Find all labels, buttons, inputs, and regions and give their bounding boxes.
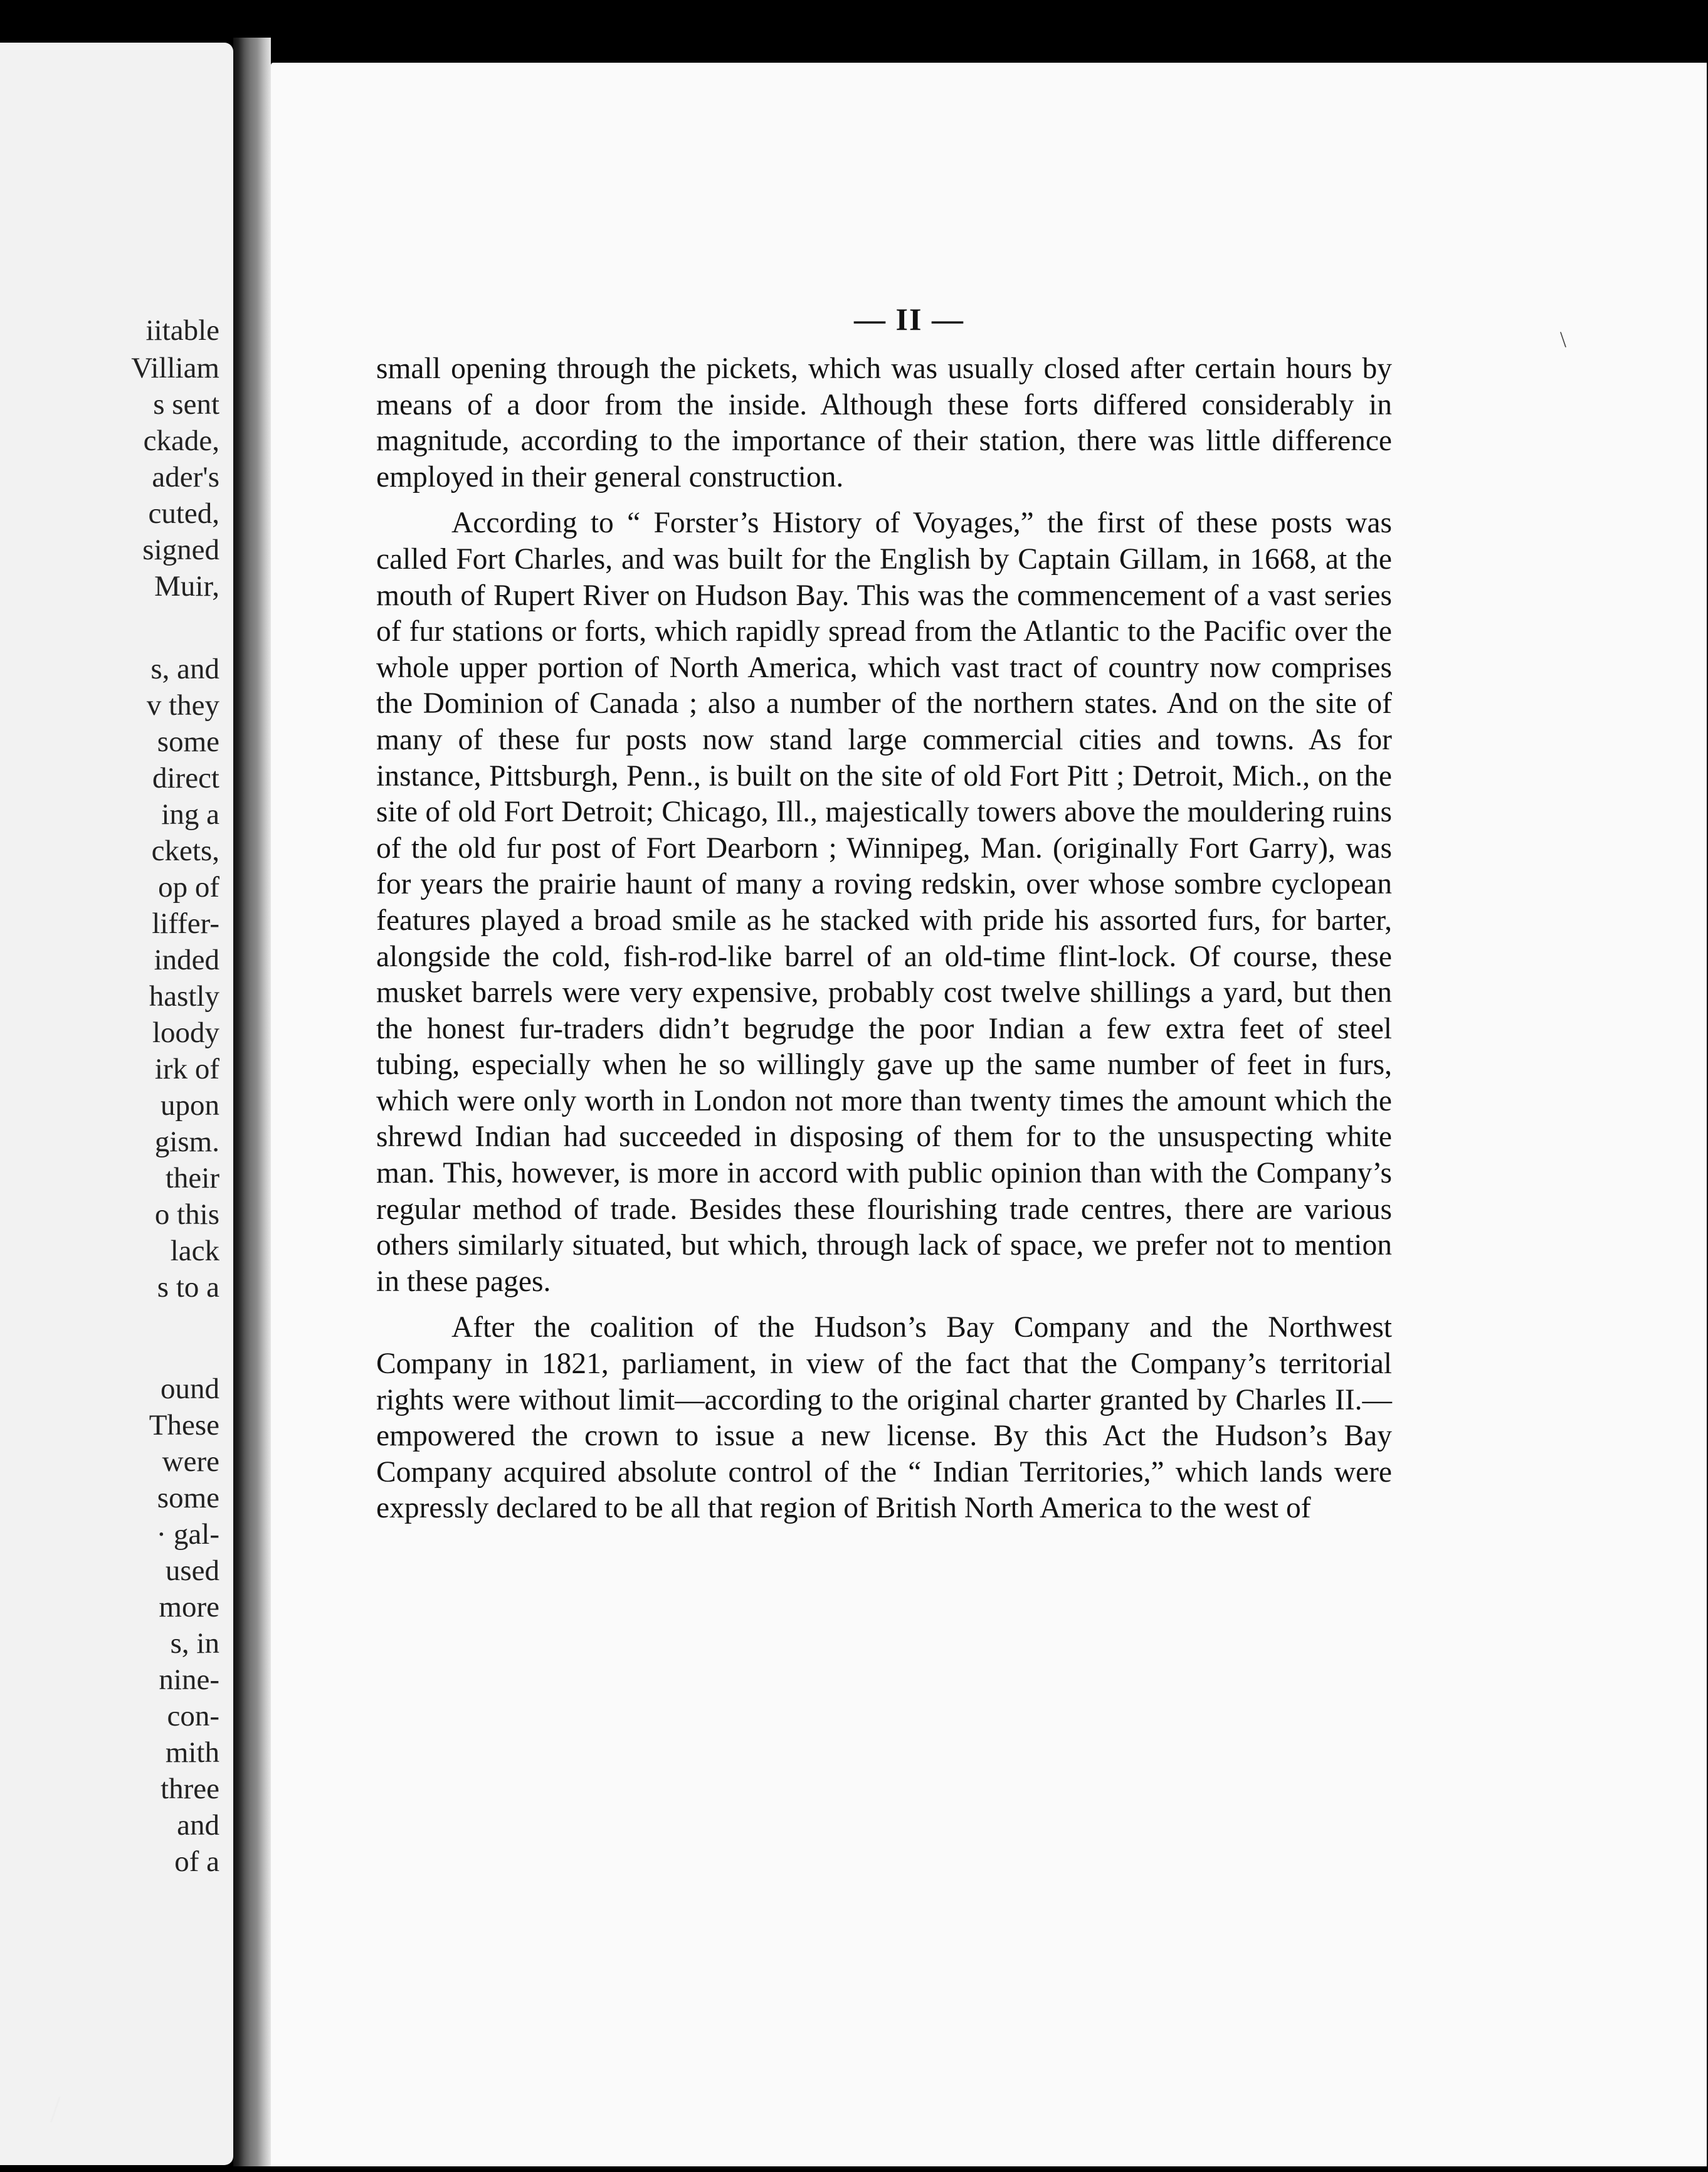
facing-page-line: mith [165, 1736, 219, 1769]
facing-page-line: loody [152, 1016, 219, 1049]
facing-page-line: iitable [145, 314, 219, 347]
facing-page-line: ader's [152, 461, 219, 493]
facing-page-line: v they [146, 689, 219, 722]
facing-page-fragment [0, 43, 233, 2165]
facing-page-line: irk of [154, 1053, 219, 1085]
facing-page-line: ckade, [143, 424, 219, 457]
facing-page-line: were [162, 1445, 219, 1478]
facing-page-line: signed [142, 534, 219, 566]
facing-page-line: ing a [161, 798, 219, 831]
facing-page-line: · gal- [156, 1518, 219, 1551]
paragraph: small opening through the pickets, which was usually closed after certain hours by means of a door from the inside. Although these forts differed considerably in magnitude, according to the importance of their station, there was little difference employed in their general construction. [376, 352, 1392, 493]
facing-page-line: of a [174, 1845, 219, 1878]
page-body-text [376, 351, 1392, 1527]
facing-page-line: inded [154, 944, 219, 976]
facing-page-line: Villiam [131, 352, 219, 384]
facing-page-line: three [161, 1773, 219, 1805]
facing-page-line: con- [167, 1700, 219, 1732]
facing-page-line: hastly [149, 980, 219, 1013]
facing-page-line: cuted, [148, 497, 219, 530]
scan-speck: / [50, 2089, 61, 2130]
facing-page-line: more [159, 1591, 219, 1623]
paragraph: According to “ Forster’s History of Voyages,” the first of these posts was called Fort Charles, and was built for the English by Captain Gillam, in 1668, at the mouth of Rupert River on Hudson Bay. This was the commencement of a vast series of fur stations or forts, which rapidly spread from the Atlantic to the Pacific over the whole upper portion of North America, which vast tract of country now comprises the Dominion of Canada ; also a number of the northern states. And on the site of many of these fur posts now stand large commercial cities and towns. As for instance, Pittsburgh, Penn., is built on the site of old Fort Pitt ; Detroit, Mich., on the site of old Fort Detroit; Chicago, Ill., majestically towers above the mouldering ruins of the old fur post of Fort Dearborn ; Winnipeg, Man. (originally Fort Garry), was for years the prairie haunt of many a roving redskin, over whose sombre cyclopean features played a broad smile as he stacked with pride his assorted furs, for barter, alongside the cold, fish-rod-like barrel of an old-time flint-lock. Of course, these musket barrels were very expensive, probably cost twelve shillings a yard, but then the honest fur-traders didn’t begrudge the poor Indian a few extra feet of steel tubing, especially when he so willingly gave up the same number of feet in furs, which were only worth in London not more than twenty times the amount which the shrewd Indian had succeeded in disposing of them for to the unsuspecting white man. This, however, is more in accord with public opinion than with the Company’s regular method of trade. Besides these flourishing trade centres, there are various others similarly situated, but which, through lack of space, we prefer not to mention in these pages. [376, 507, 1392, 1298]
scan-speck: \ [1560, 327, 1567, 352]
facing-page-line: lack [170, 1235, 219, 1267]
facing-page-line: direct [152, 762, 219, 794]
page-number: — II — [854, 302, 964, 337]
paragraph: After the coalition of the Hudson’s Bay Company and the Northwest Company in 1821, parliament, in view of the fact that the Company’s territorial rights were without limit—according to the original charter granted by Charles II.—empowered the crown to issue a new license. By this Act the Hudson’s Bay Company acquired absolute control of the “ Indian Territories,” which lands were expressly declared to be all that region of British North America to the west of [376, 1311, 1392, 1525]
facing-page-line: gism. [154, 1126, 219, 1158]
facing-page-line: and [177, 1809, 219, 1842]
facing-page-line: s, and [150, 653, 219, 685]
facing-page-line: used [165, 1554, 219, 1587]
book-gutter-shadow [233, 38, 271, 2166]
facing-page-line: their [165, 1162, 219, 1194]
facing-page-line: These [149, 1409, 219, 1442]
facing-page-line: nine- [159, 1663, 219, 1696]
facing-page-line: op of [158, 871, 219, 904]
facing-page-line: upon [161, 1089, 219, 1122]
facing-page-line: liffer- [152, 907, 219, 940]
facing-page-line: s sent [153, 388, 219, 421]
facing-page-line: s, in [170, 1627, 219, 1660]
facing-page-line: o this [154, 1198, 219, 1231]
facing-page-line: ound [161, 1373, 219, 1405]
facing-page-line: some [157, 1482, 219, 1514]
facing-page-line: ckets, [151, 835, 219, 867]
facing-page-line: s to a [157, 1271, 219, 1304]
facing-page-line: Muir, [154, 570, 219, 603]
facing-page-line: some [157, 725, 219, 758]
